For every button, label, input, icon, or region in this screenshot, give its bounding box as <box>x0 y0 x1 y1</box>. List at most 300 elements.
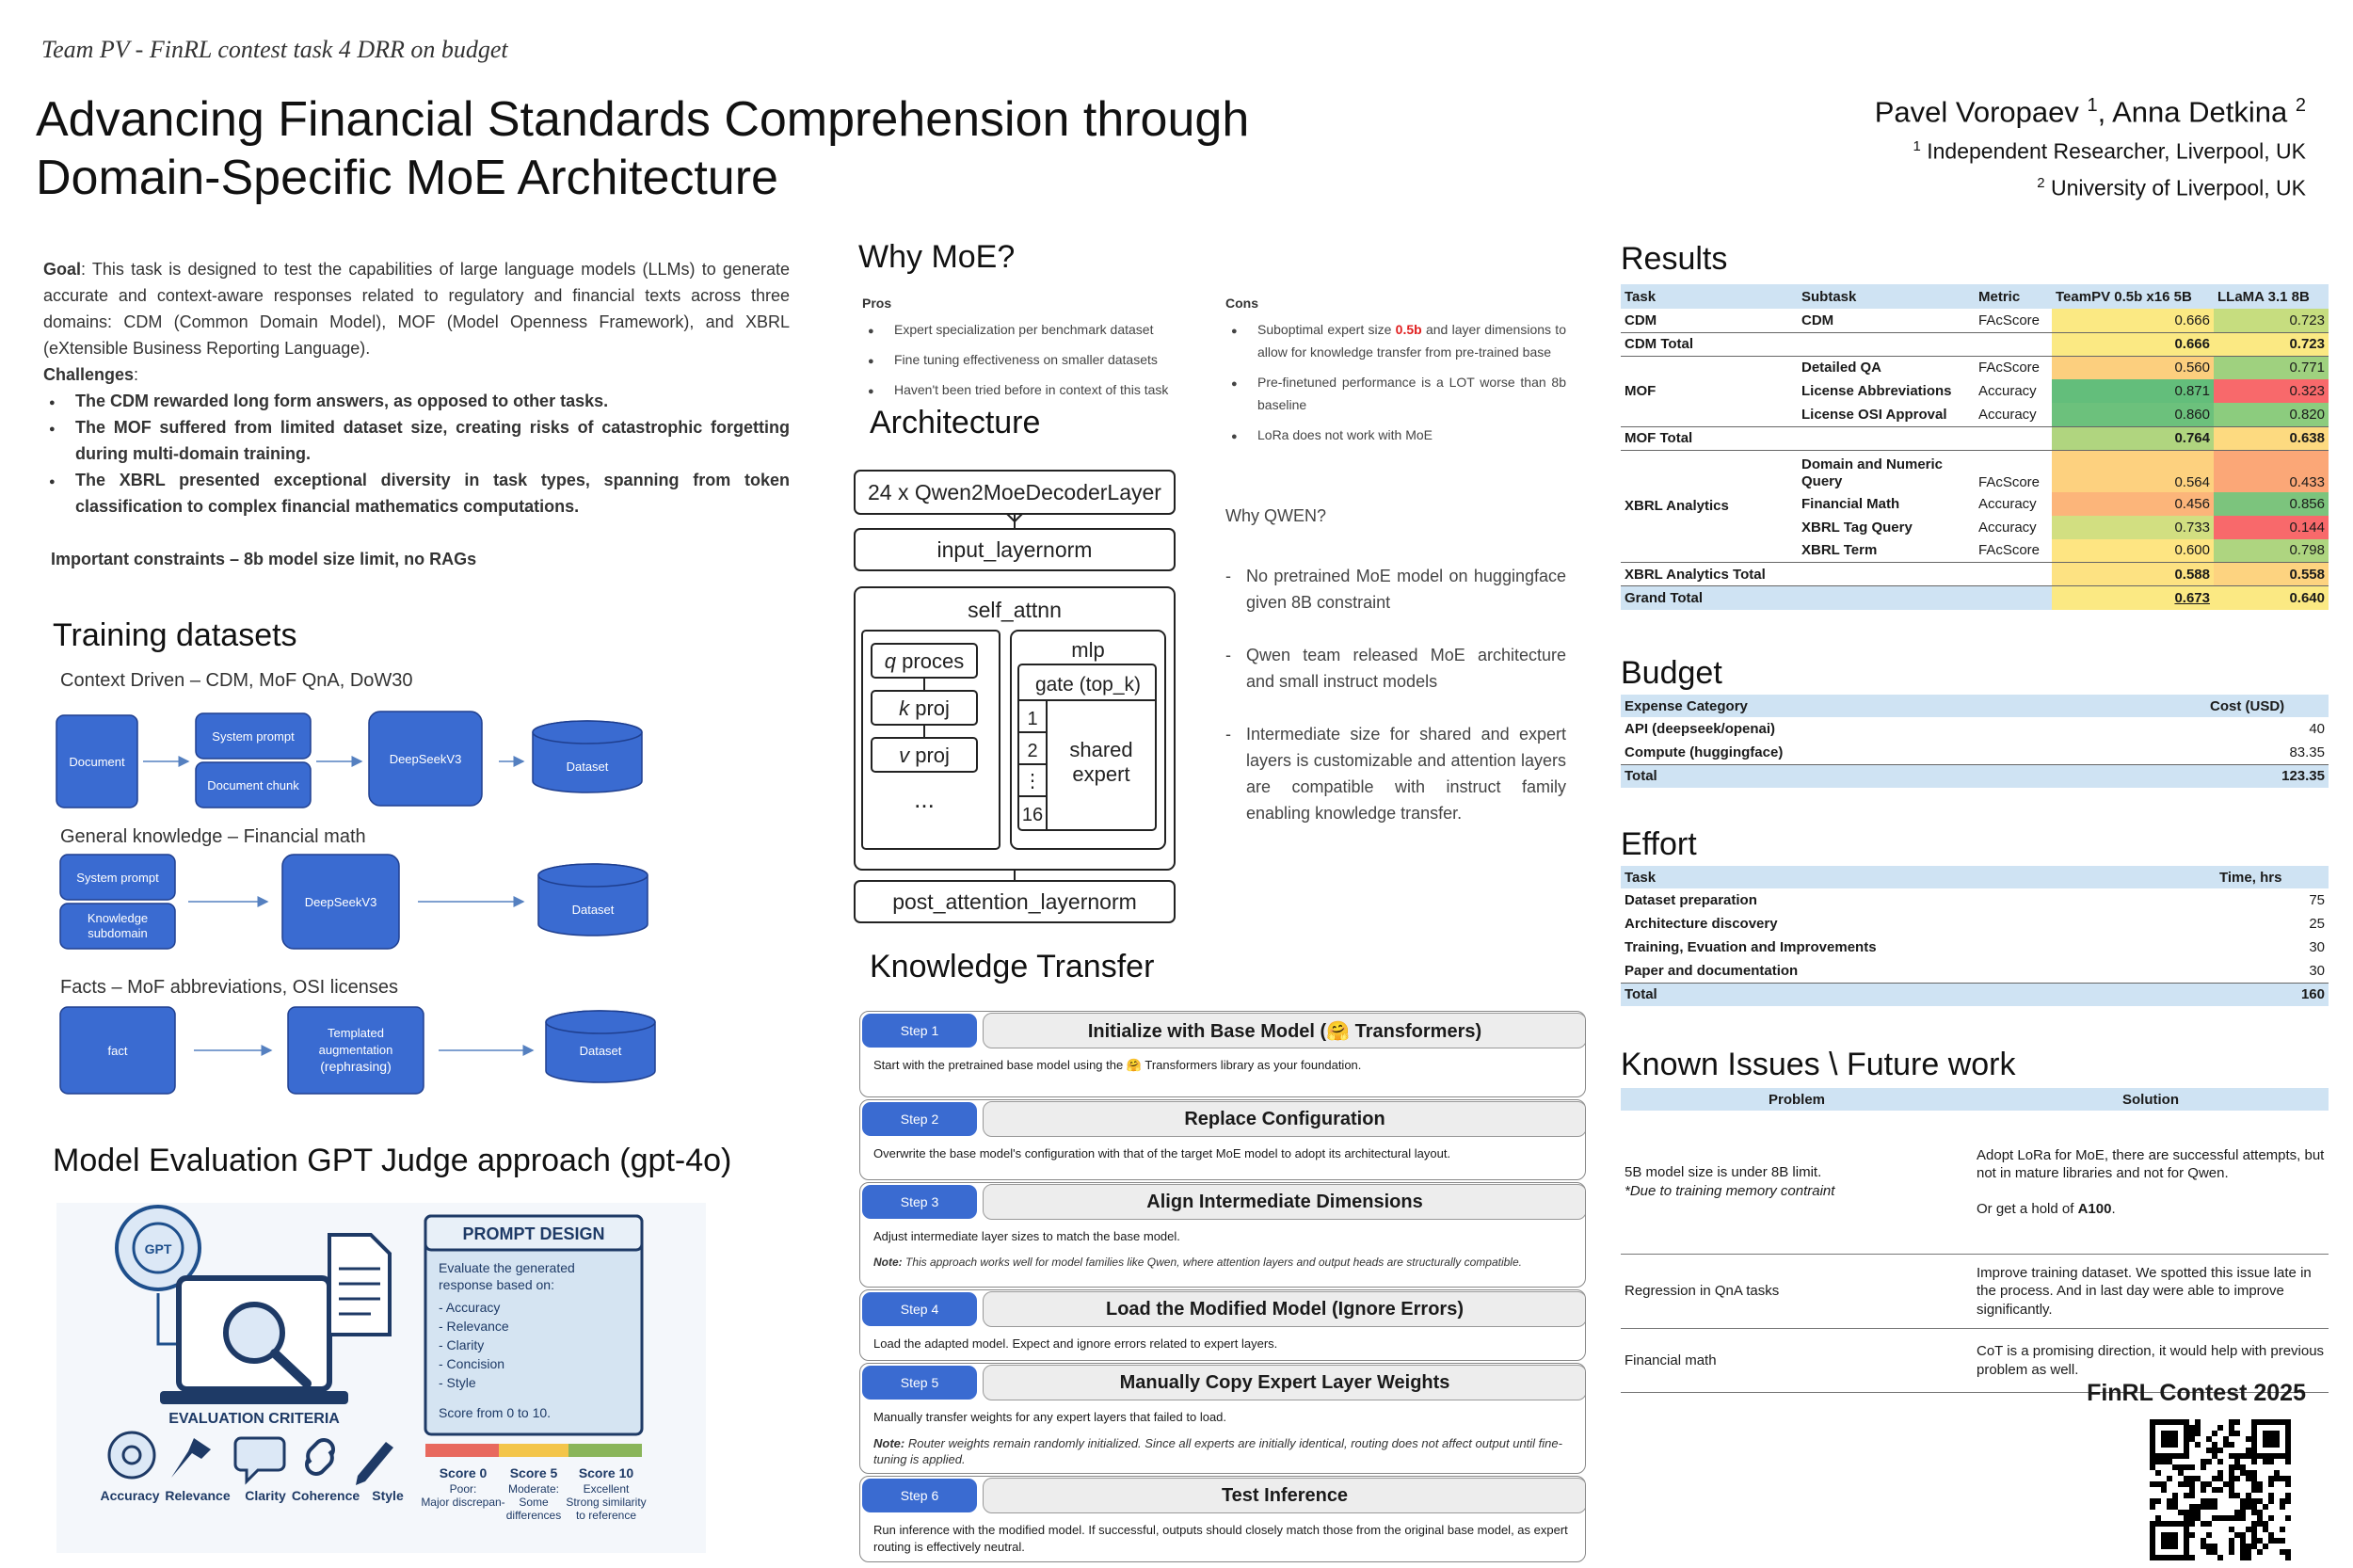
qr-module <box>2280 1538 2285 1544</box>
qr-module <box>2206 1436 2212 1442</box>
qr-module <box>2189 1476 2195 1481</box>
qr-module <box>2263 1436 2268 1442</box>
cell: Total <box>1621 764 2206 788</box>
qr-module <box>2178 1481 2184 1487</box>
problem-note: *Due to training memory contraint <box>1625 1182 1835 1199</box>
qr-module <box>2246 1476 2251 1481</box>
qr-module <box>2285 1555 2291 1560</box>
laptop-base-icon <box>160 1391 348 1404</box>
qr-module <box>2167 1544 2172 1549</box>
qr-module <box>2257 1510 2263 1515</box>
deepseek-label: DeepSeekV3 <box>304 895 377 909</box>
qr-module <box>2240 1549 2246 1555</box>
qr-module <box>2184 1476 2189 1481</box>
arch-arrowhead <box>1015 514 1022 521</box>
qr-module <box>2257 1521 2263 1527</box>
qr-module <box>2274 1453 2280 1459</box>
qr-module <box>2274 1431 2280 1436</box>
col-task: Task <box>1621 866 2216 888</box>
qr-module <box>2280 1476 2285 1481</box>
cell: 0.640 <box>2214 586 2329 610</box>
qr-module <box>2172 1453 2178 1459</box>
qr-module <box>2285 1436 2291 1442</box>
cell: License OSI Approval <box>1801 406 1947 423</box>
qr-module <box>2201 1544 2206 1549</box>
cell <box>1621 1111 1973 1254</box>
cell-line: Domain and Numeric <box>1801 456 1944 472</box>
qr-module <box>2161 1436 2167 1442</box>
why-moe-heading: Why MoE? <box>858 239 1016 275</box>
criteria-relevance-label: Relevance <box>165 1488 231 1503</box>
qr-module <box>2167 1431 2172 1436</box>
goal-label: Goal <box>43 260 82 279</box>
qr-module <box>2263 1453 2268 1459</box>
qr-module <box>2240 1515 2246 1521</box>
qr-module <box>2189 1555 2195 1560</box>
step-title: Initialize with Base Model (🤗 Transformers) <box>983 1013 1586 1048</box>
qr-module <box>2257 1538 2263 1544</box>
qr-module <box>2189 1436 2195 1442</box>
table-row <box>1621 912 2329 936</box>
results-header-row <box>1621 284 2329 309</box>
qr-module <box>2172 1431 2178 1436</box>
cell: Accuracy <box>1978 495 2037 512</box>
cell: 0.666 <box>2052 309 2214 332</box>
cell: 0.638 <box>2214 426 2329 450</box>
subdomain-label: subdomain <box>88 926 148 940</box>
table-row <box>1621 586 2329 610</box>
qr-module <box>2161 1521 2167 1527</box>
architecture-heading: Architecture <box>870 405 1041 440</box>
qr-module <box>2212 1442 2217 1448</box>
step-header <box>860 1100 1585 1138</box>
qr-module <box>2229 1419 2234 1425</box>
qr-module <box>2263 1544 2268 1549</box>
qr-module <box>2251 1425 2257 1431</box>
qr-module <box>2223 1436 2229 1442</box>
qr-module <box>2285 1425 2291 1431</box>
effort-heading: Effort <box>1621 826 1697 862</box>
cell: Financial Math <box>1801 495 1900 512</box>
qr-module <box>2268 1459 2274 1464</box>
author-2: , Anna Detkina <box>2097 95 2288 129</box>
qr-module <box>2268 1532 2274 1538</box>
svg-text:q proces <box>885 649 964 673</box>
qr-module <box>2280 1419 2285 1425</box>
qr-module <box>2150 1498 2155 1504</box>
step-body-text: Adjust intermediate layer sizes to match the base model. <box>873 1229 1180 1243</box>
qr-module <box>2246 1498 2251 1504</box>
step-body: Run inference with the modified model. If successful, outputs should closely match those from the original base model, as expert routing is effectively neutral. <box>873 1523 1568 1554</box>
context-driven-label: Context Driven – CDM, MoF QnA, DoW30 <box>60 670 413 691</box>
dataset-node-top <box>546 1011 655 1033</box>
prompt-criterion: - Clarity <box>439 1337 485 1352</box>
qr-module <box>2257 1515 2263 1521</box>
qr-module <box>2201 1481 2206 1487</box>
qr-module <box>2280 1498 2285 1504</box>
qr-module <box>2150 1504 2155 1510</box>
qr-module <box>2184 1493 2189 1498</box>
criteria-style-label: Style <box>372 1488 404 1503</box>
qr-module <box>2161 1453 2167 1459</box>
issues-table-wrap <box>1621 1088 2329 1393</box>
qr-module <box>2184 1425 2189 1431</box>
qr-module <box>2274 1419 2280 1425</box>
qr-module <box>2217 1515 2223 1521</box>
gpt-label: GPT <box>144 1241 172 1256</box>
table-row <box>1621 764 2329 788</box>
criteria-coherence-label: Coherence <box>291 1488 360 1503</box>
cell: Improve training dataset. We spotted this issue late in the process. And in last day were able to improve significantly. <box>1973 1254 2329 1329</box>
qr-module <box>2150 1459 2155 1464</box>
step-card-2 <box>859 1099 1586 1180</box>
qr-module <box>2229 1493 2234 1498</box>
qr-module <box>2285 1549 2291 1555</box>
cell: FAcScore <box>1978 542 2041 559</box>
qr-code-icon <box>2150 1419 2291 1560</box>
qr-module <box>2274 1442 2280 1448</box>
qr-module <box>2172 1504 2178 1510</box>
qr-module <box>2257 1481 2263 1487</box>
qr-module <box>2172 1555 2178 1560</box>
qr-module <box>2161 1431 2167 1436</box>
cell: Compute (huggingface) <box>1625 744 1784 760</box>
solution-text: . <box>2111 1200 2116 1217</box>
qr-module <box>2263 1431 2268 1436</box>
qr-module <box>2150 1419 2155 1425</box>
budget-header-row <box>1621 695 2329 717</box>
qr-module <box>2268 1431 2274 1436</box>
qr-module <box>2206 1532 2212 1538</box>
deepseek-label: DeepSeekV3 <box>389 752 462 766</box>
qr-module <box>2189 1510 2195 1515</box>
system-prompt-label: System prompt <box>212 729 295 744</box>
qr-module <box>2150 1527 2155 1532</box>
qr-module <box>2274 1476 2280 1481</box>
qr-module <box>2240 1510 2246 1515</box>
qr-module <box>2172 1532 2178 1538</box>
prompt-intro-2: response based on: <box>439 1277 554 1292</box>
author-1-sup: 1 <box>2087 95 2098 116</box>
qr-module <box>2150 1544 2155 1549</box>
cell: CoT is a promising direction, it would help with previous problem as well. <box>1973 1329 2329 1393</box>
qr-module <box>2251 1419 2257 1425</box>
qr-module <box>2212 1487 2217 1493</box>
v-label: v <box>899 744 910 767</box>
expert-1-label: 1 <box>1027 709 1038 729</box>
cell: Accuracy <box>1978 383 2037 399</box>
cell: XBRL Tag Query <box>1801 519 1913 536</box>
shared-label: shared <box>1069 738 1133 761</box>
con-item: ● LoRa does not work with MoE <box>1225 424 1566 446</box>
qr-module <box>2150 1481 2155 1487</box>
qr-module <box>2206 1459 2212 1464</box>
title-line-2: Domain-Specific MoE Architecture <box>36 151 778 205</box>
cell: MOF <box>1625 383 1657 399</box>
qwen-point: - Qwen team released MoE architecture and small instruct models <box>1225 642 1566 695</box>
qr-module <box>2246 1555 2251 1560</box>
step-badge: Step 4 <box>862 1292 977 1326</box>
affil-1-text: Independent Researcher, Liverpool, UK <box>1927 138 2306 164</box>
step-badge: Step 6 <box>862 1479 977 1512</box>
cell: 0.433 <box>2214 450 2329 492</box>
svg-text:k proj <box>899 696 950 720</box>
cell: 0.856 <box>2214 492 2329 516</box>
step-header <box>860 1290 1585 1328</box>
note-text: Router weights remain randomly initialized. Since all experts are initially identical, routing does not affect output until fine-tuning is applied. <box>873 1435 1562 1467</box>
qr-module <box>2189 1481 2195 1487</box>
cell: FAcScore <box>1978 312 2041 328</box>
budget-table <box>1621 695 2329 788</box>
document-label: Document <box>69 755 125 769</box>
qr-module <box>2285 1419 2291 1425</box>
qr-module <box>2150 1549 2155 1555</box>
qr-module <box>2246 1549 2251 1555</box>
qr-module <box>2268 1515 2274 1521</box>
goal-section <box>43 256 790 572</box>
dataset-node-top <box>533 721 642 744</box>
step-note <box>873 1255 1572 1270</box>
qr-module <box>2172 1436 2178 1442</box>
qr-module <box>2251 1476 2257 1481</box>
qr-module <box>2167 1459 2172 1464</box>
score-10-desc: to reference <box>575 1509 637 1522</box>
qr-module <box>2251 1459 2257 1464</box>
cell: MOF Total <box>1621 426 2052 450</box>
qr-module <box>2257 1549 2263 1555</box>
qr-module <box>2251 1436 2257 1442</box>
qr-module <box>2178 1555 2184 1560</box>
cell: Financial math <box>1621 1329 1973 1393</box>
qr-module <box>2257 1453 2263 1459</box>
qr-module <box>2274 1470 2280 1476</box>
qr-module <box>2212 1515 2217 1521</box>
step-badge: Step 1 <box>862 1014 977 1048</box>
pro-item: ● Haven't been tried before in context of this task <box>862 378 1199 401</box>
qr-module <box>2178 1419 2184 1425</box>
qr-module <box>2184 1431 2189 1436</box>
input-layernorm-label: input_layernorm <box>936 537 1093 562</box>
step-body <box>860 1401 1585 1474</box>
cell: 0.723 <box>2214 309 2329 332</box>
qr-module <box>2184 1448 2189 1453</box>
qr-module <box>2167 1476 2172 1481</box>
qr-module <box>2285 1498 2291 1504</box>
challenges-label: Challenges <box>43 365 135 384</box>
qwen-point: - No pretrained MoE model on huggingface given 8B constraint <box>1225 563 1566 616</box>
step-badge: Step 5 <box>862 1366 977 1400</box>
system-prompt-label: System prompt <box>76 871 159 885</box>
qr-module <box>2201 1498 2206 1504</box>
qr-module <box>2195 1510 2201 1515</box>
qr-module <box>2217 1487 2223 1493</box>
qr-module <box>2251 1498 2257 1504</box>
step-body: Start with the pretrained base model using the 🤗 Transformers library as your foundation. <box>873 1058 1362 1072</box>
qr-module <box>2251 1510 2257 1515</box>
cell: 0.733 <box>2052 516 2214 539</box>
qr-module <box>2155 1555 2161 1560</box>
table-row <box>1621 356 2329 379</box>
qr-module <box>2195 1476 2201 1481</box>
qr-module <box>2195 1419 2201 1425</box>
general-knowledge-label: General knowledge – Financial math <box>60 826 366 847</box>
qr-module <box>2150 1453 2155 1459</box>
qr-module <box>2178 1521 2184 1527</box>
cell: 75 <box>2309 892 2325 908</box>
qr-module <box>2161 1459 2167 1464</box>
qr-module <box>2229 1549 2234 1555</box>
results-heading: Results <box>1621 241 1728 277</box>
qr-module <box>2251 1504 2257 1510</box>
score-5-title: Score 5 <box>509 1465 558 1480</box>
score-0-desc: Poor: <box>449 1482 477 1496</box>
attn-ellipsis: ... <box>914 785 935 813</box>
cell: 0.798 <box>2214 539 2329 563</box>
qr-module <box>2212 1504 2217 1510</box>
col-cost: Cost (USD) <box>2206 695 2329 717</box>
budget-heading: Budget <box>1621 655 1722 691</box>
qr-module <box>2178 1464 2184 1470</box>
qr-module <box>2246 1544 2251 1549</box>
qr-module <box>2268 1419 2274 1425</box>
qr-module <box>2240 1470 2246 1476</box>
budget-table-wrap <box>1621 695 2329 788</box>
challenge-item: ● The XBRL presented exceptional diversity in task types, spanning from token classification to complex financial mathematics computations. <box>43 467 790 520</box>
qr-module <box>2184 1419 2189 1425</box>
step-body: Overwrite the base model's configuration with that of the target MoE model to adopt its architectural layout. <box>873 1146 1451 1160</box>
step-header <box>860 1012 1585 1049</box>
qr-module <box>2251 1538 2257 1544</box>
author-1: Pavel Voropaev <box>1874 95 2079 129</box>
accuracy-icon <box>109 1432 154 1478</box>
cell: 0.820 <box>2214 403 2329 426</box>
qr-module <box>2268 1498 2274 1504</box>
facts-label: Facts – MoF abbreviations, OSI licenses <box>60 977 399 998</box>
qr-module <box>2229 1453 2234 1459</box>
qr-module <box>2217 1425 2223 1431</box>
qr-module <box>2167 1504 2172 1510</box>
step-body <box>860 1221 1585 1277</box>
cons-label: Cons <box>1225 296 1258 311</box>
qr-module <box>2212 1549 2217 1555</box>
qr-module <box>2268 1442 2274 1448</box>
qr-module <box>2206 1448 2212 1453</box>
note-label: Note: <box>873 1435 905 1450</box>
table-row <box>1621 741 2329 764</box>
dataset-node-top <box>538 864 648 887</box>
qr-module <box>2161 1538 2167 1544</box>
qr-module <box>2195 1515 2201 1521</box>
table-row <box>1621 332 2329 356</box>
challenges-label-row: Challenges: <box>43 365 139 384</box>
cell: 0.588 <box>2052 563 2214 586</box>
qr-module <box>2201 1504 2206 1510</box>
training-diagram <box>0 696 678 1111</box>
qr-module <box>2240 1555 2246 1560</box>
pro-item: ● Expert specialization per benchmark dataset <box>862 318 1199 341</box>
k-proj-label: proj <box>909 696 950 720</box>
qr-module <box>2155 1521 2161 1527</box>
qr-module <box>2184 1549 2189 1555</box>
pro-item: ● Fine tuning effectiveness on smaller datasets <box>862 348 1199 371</box>
table-row <box>1621 888 2329 912</box>
qr-module <box>2229 1487 2234 1493</box>
qr-module <box>2178 1453 2184 1459</box>
qr-module <box>2167 1532 2172 1538</box>
cell: 0.564 <box>2052 450 2214 492</box>
col-llama: LLaMA 3.1 8B <box>2214 284 2329 309</box>
qr-module <box>2189 1504 2195 1510</box>
cell: 0.600 <box>2052 539 2214 563</box>
qr-module <box>2150 1555 2155 1560</box>
table-row <box>1621 717 2329 741</box>
authors <box>1875 87 2306 131</box>
col-solution: Solution <box>1973 1088 2329 1111</box>
qr-module <box>2184 1521 2189 1527</box>
qr-module <box>2251 1544 2257 1549</box>
qr-module <box>2257 1498 2263 1504</box>
affiliation-2 <box>1875 168 2306 204</box>
qr-module <box>2195 1442 2201 1448</box>
pros-label: Pros <box>862 296 892 311</box>
qr-module <box>2161 1481 2167 1487</box>
score-5-desc: Some <box>519 1496 549 1509</box>
qr-module <box>2206 1521 2212 1527</box>
qr-module <box>2229 1544 2234 1549</box>
cell: Grand Total <box>1621 586 2052 610</box>
qr-module <box>2223 1515 2229 1521</box>
col-subtask: Subtask <box>1798 284 1975 309</box>
criteria-accuracy-label: Accuracy <box>100 1488 160 1503</box>
con-highlight: 0.5b <box>1395 322 1422 337</box>
qr-module <box>2240 1464 2246 1470</box>
cell: 30 <box>2309 939 2325 955</box>
qr-module <box>2217 1470 2223 1476</box>
qr-module <box>2172 1544 2178 1549</box>
arch-arrowhead <box>1007 514 1015 521</box>
cell: CDM <box>1625 312 1657 328</box>
cell: License Abbreviations <box>1801 383 1952 399</box>
cell <box>1973 1111 2329 1254</box>
qr-module <box>2184 1544 2189 1549</box>
cell: 123.35 <box>2206 764 2329 788</box>
step-card-6 <box>859 1476 1586 1562</box>
col-time: Time, hrs <box>2216 866 2329 888</box>
qr-module <box>2274 1436 2280 1442</box>
knowledge-label: Knowledge <box>87 911 149 925</box>
step-title: Test Inference <box>983 1478 1586 1513</box>
issues-heading: Known Issues \ Future work <box>1621 1047 2016 1082</box>
qr-module <box>2212 1544 2217 1549</box>
qr-module <box>2206 1504 2212 1510</box>
qr-module <box>2229 1442 2234 1448</box>
qr-module <box>2251 1448 2257 1453</box>
problem-text: 5B model size is under 8B limit. <box>1625 1164 1822 1181</box>
cell: Accuracy <box>1978 406 2037 423</box>
qr-module <box>2172 1442 2178 1448</box>
authors-block <box>1875 87 2306 204</box>
qr-module <box>2189 1431 2195 1436</box>
cell: 0.871 <box>2052 379 2214 403</box>
qwen-point-text: Qwen team released MoE architecture and small instruct models <box>1246 646 1566 691</box>
qr-module <box>2246 1493 2251 1498</box>
step-card-4 <box>859 1289 1586 1361</box>
gate-label: gate (top_k) <box>1034 674 1142 696</box>
qr-module <box>2161 1419 2167 1425</box>
table-row <box>1621 983 2329 1006</box>
cell: 160 <box>2216 983 2329 1006</box>
con-item <box>1225 318 1566 363</box>
